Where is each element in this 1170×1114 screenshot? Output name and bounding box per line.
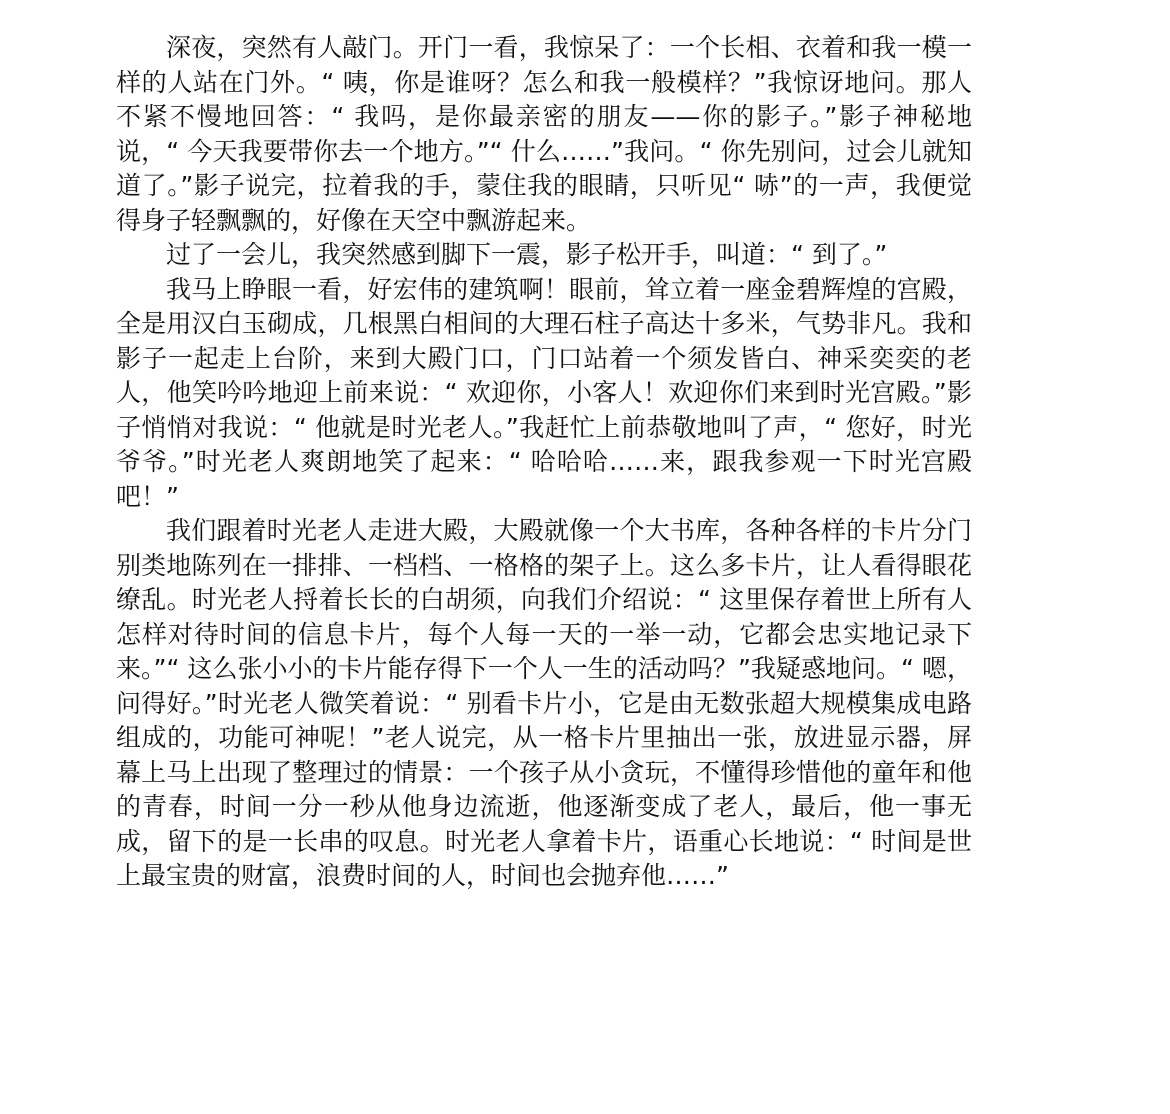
paragraph-4: 我们跟着时光老人走进大殿，大殿就像一个大书库，各种各样的卡片分门别类地陈列在一排排、一档档、一格格的架子上。这么多卡片，让人看得眼花缭乱。时光老人捋着长长的白胡须，向我们介绍说：“ 这里保存着世上所有人怎样对待时间的信息卡片，每个人每一天的一举一动，它都会忠实地记录下来。”“ 这么张小小的卡片能存得下一个人一生的活动吗？”我疑惑地问。“ 嗯，问得好。”时光老人微笑着说：“ 别看卡片小，它是由无数张超大规模集成电路组成的，功能可神呢！”老人说完，从一格卡片里抽出一张，放进显示器，屏幕上马上出现了整理过的情景：一个孩子从小贪玩，不懂得珍惜他的童年和他的青春，时间一分一秒从他身边流逝，他逐渐变成了老人，最后，他一事无成，留下的是一长串的叹息。时光老人拿着卡片，语重心长地说：“ 时间是世上最宝贵的财富，浪费时间的人，时间也会抛弃他……” xyxy=(116,516,972,890)
document-body xyxy=(116,31,972,894)
paragraph-2: 过了一会儿，我突然感到脚下一震，影子松开手，叫道：“ 到了。” xyxy=(166,240,888,269)
paragraph-3: 我马上睁眼一看，好宏伟的建筑啊！眼前，耸立着一座金碧辉煌的宫殿，全是用汉白玉砌成，几根黑白相间的大理石柱子高达十多米，气势非凡。我和影子一起走上台阶，来到大殿门口，门口站着一个须发皆白、神采奕奕的老人，他笑吟吟地迎上前来说：“ 欢迎你，小客人！欢迎你们来到时光宫殿。”影子悄悄对我说：“ 他就是时光老人。”我赶忙上前恭敬地叫了声，“ 您好，时光爷爷。”时光老人爽朗地笑了起来：“ 哈哈哈……来，跟我参观一下时光宫殿吧！” xyxy=(116,274,972,511)
paragraph-1: 深夜，突然有人敲门。开门一看，我惊呆了：一个长相、衣着和我一模一样的人站在门外。“ 咦，你是谁呀？怎么和我一般模样？”我惊讶地问。那人不紧不慢地回答：“ 我吗，是你最亲密的朋友——你的影子。”影子神秘地说，“ 今天我要带你去一个地方。”“ 什么……”我问。“ 你先别问，过会儿就知道了。”影子说完，拉着我的手，蒙住我的眼睛，只听见“ 哧”的一声，我便觉得身子轻飘飘的，好像在天空中飘游起来。 xyxy=(116,33,972,235)
